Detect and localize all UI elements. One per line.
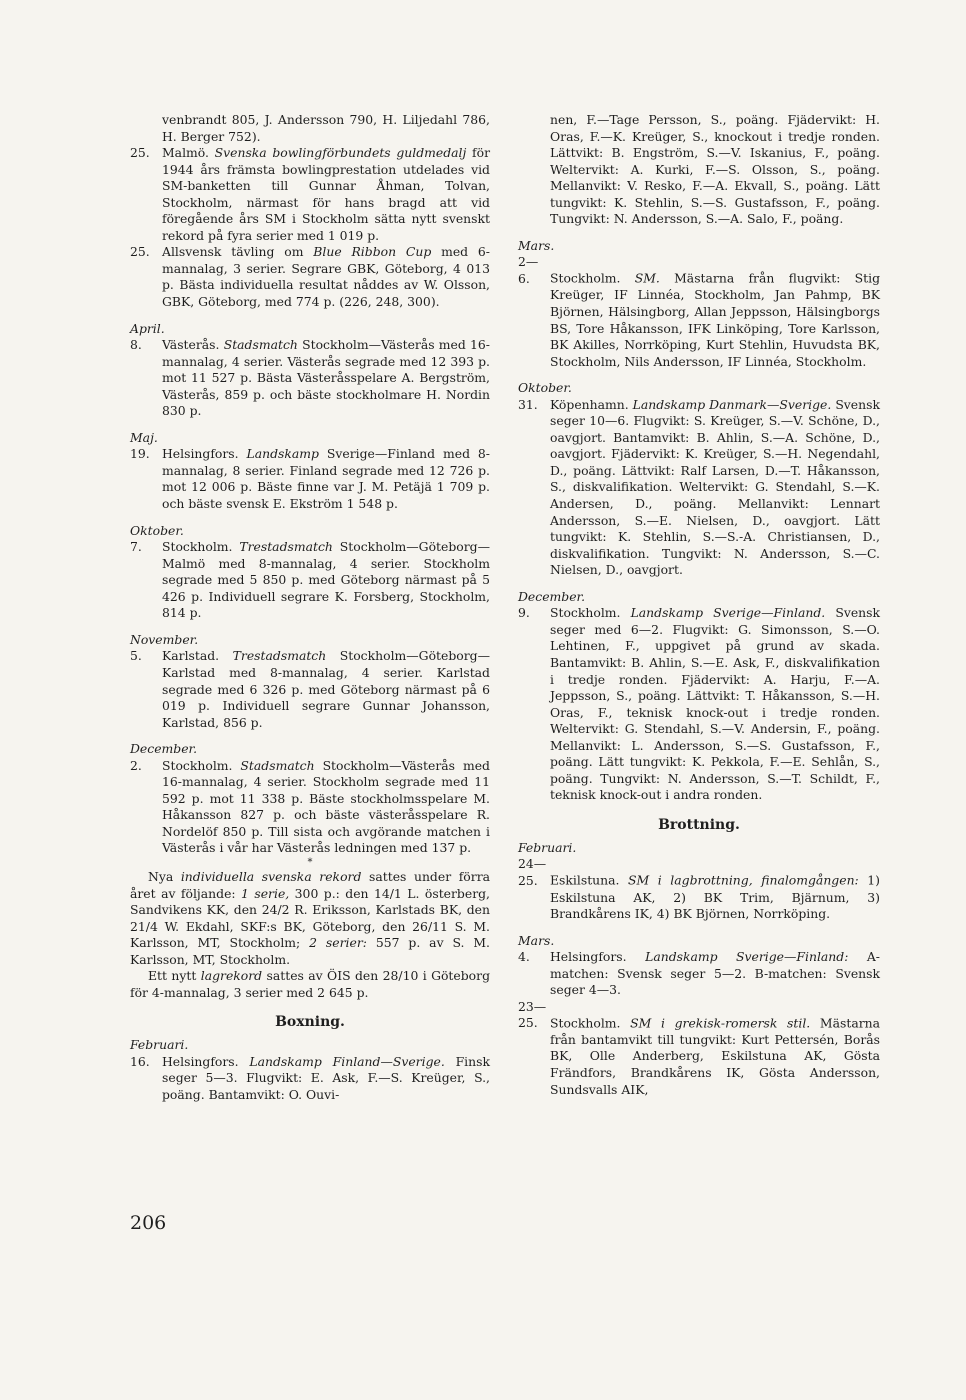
month-heading: December. — [518, 588, 586, 604]
entry-wrestling-1 — [518, 856, 880, 922]
entry-place: Helsingfors. — [162, 1053, 250, 1069]
entry-title: SM. — [634, 270, 660, 286]
month-heading: April. — [130, 320, 165, 336]
entry-title: Landskamp Sverige—Finland: — [645, 949, 849, 965]
text: Nya — [148, 868, 181, 884]
entry-boxing-4 — [518, 605, 880, 804]
entry-place: Stockholm. — [550, 605, 631, 621]
entry-boxing-1 — [130, 1054, 490, 1104]
month-heading: Maj. — [130, 429, 158, 445]
entry-date: 19. — [130, 446, 150, 462]
month-heading: December. — [130, 741, 198, 757]
month-heading: Mars. — [518, 237, 555, 253]
entry-place: Stockholm. — [550, 1015, 631, 1031]
entry-bowling-3 — [130, 337, 490, 420]
entry-text: Svensk seger 10—6. Flugvikt: S. Kreüger, S.—V. Schöne, D., oavgjort. Bantamvikt: B. Ahlin, S.—A. Schöne, D., oavgjort. Fjädervikt: K. Kreüger, S.—H. Negendahl, D., poäng. Lättvikt: Ralf Larsen, D.—T. Håkansson, S., diskvalifikation. Weltervikt: G. Stendahl, S.—K. Andersen, D., poäng. Mellanvikt: Lennart Andersson, S.—E. Nielsen, D., oavgjort. Lätt tungvikt: K. Stehlin, S.—S.-A. Christiansen, D., diskvalifikation. Tungvikt: N. Andersson, S.—C. Nielsen, D., oavgjort. — [550, 396, 880, 578]
text: sattes av ÖIS den 28/10 i Göteborg för 4-mannalag, 3 serier med 2 645 p. — [130, 968, 490, 1000]
entry-bowling-7 — [130, 758, 490, 857]
text-italic: individuella svenska rekord — [180, 868, 362, 884]
entry-date: 5. — [130, 648, 142, 664]
entry-continued: nen, F.—Tage Persson, S., poäng. Fjädervikt: H. Oras, F.—K. Kreüger, S., knockout i tredje ronden. Lättvikt: B. Engström, S.—V. Iskanius, F., poäng. Weltervikt: A. Kurki, F.—S. Olsson, S., poäng. Mellanvikt: V. Resko, F.—A. Ekvall, S., poäng. Lätt tungvikt: K. Stehlin, S.—S. Gustafsson, F., poäng. Tungvikt: N. Andersson, S.—A. Salo, F., poäng. — [550, 112, 880, 227]
entry-text: med 6-mannalag, 3 serier. Segrare GBK, Göteborg, 4 013 p. Bästa individuella resultat nåddes av W. Olsson, GBK, Göteborg, med 774 p. (226, 248, 300). — [162, 244, 490, 310]
entry-text: Finsk seger 5—3. Flugvikt: E. Ask, F.—S. Kreüger, S., poäng. Bantamvikt: O. Ouvi- — [162, 1053, 490, 1102]
entry-place: Eskilstuna. — [550, 872, 629, 888]
entry-title: Stadsmatch — [240, 757, 315, 773]
entry-place: Allsvensk tävling om — [162, 244, 314, 260]
text-italic: 2 serier: — [309, 935, 367, 951]
entry-text: för 1944 års främsta bowlingprestation utdelades vid SM-banketten till Gunnar Åhman, Tolvan, Stockholm, närmast för hans bragd att vid föregående års SM i Stockholm sätta nytt svenskt rekord på fyra serier med 1 019 p. — [162, 145, 490, 243]
month-heading: Mars. — [518, 932, 555, 948]
month-heading: November. — [130, 631, 199, 647]
section-heading-brottning: Brottning. — [658, 816, 740, 833]
entry-date: 8. — [130, 337, 142, 353]
entry-date: 2—6. — [518, 254, 539, 286]
entry-text: A-matchen: Svensk seger 5—2. B-matchen: Svensk seger 4—3. — [550, 949, 880, 998]
entry-place: Malmö. — [162, 145, 215, 161]
month-heading: Februari. — [130, 1037, 189, 1053]
entry-title: Landskamp Danmark—Sverige. — [632, 396, 832, 412]
entry-title: Stadsmatch — [223, 337, 298, 353]
entry-date: 31. — [518, 396, 538, 412]
entry-title: Blue Ribbon Cup — [313, 244, 432, 260]
entry-text: Stockholm—Göteborg—Karlstad med 8-mannalag, 4 serier. Karlstad segrade med 6 326 p. med Göteborg närmast på 6 019 p. Individuell segrare Gunnar Johansson, Karlstad, 856 p. — [162, 648, 490, 730]
entry-wrestling-3 — [518, 999, 880, 1098]
entry-place: Helsingfors. — [550, 949, 646, 965]
entry-title: Trestadsmatch — [232, 648, 327, 664]
entry-wrestling-2 — [518, 949, 880, 999]
entry-date: 7. — [130, 539, 142, 555]
entry-place: Stockholm. — [550, 270, 635, 286]
entry-text: Mästarna från flugvikt: Stig Kreüger, IF Linnéa, Stockholm, Jan Pahmp, BK Björnen, Hälsingborg, Allan Jeppsson, Hälsingborgs BS, Tore Håkansson, IFK Linköping, Tore Karlsson, BK Akilles, Norrköping, Kurt Stehlin, Huvudsta BK, Stockholm, Nils Andersson, IF Linnéa, Stockholm. — [550, 270, 881, 369]
entry-date: 25. — [130, 244, 150, 260]
entry-date: 25. — [130, 145, 150, 161]
text-italic: lagrekord — [200, 968, 263, 984]
entry-text: Stockholm—Västerås med 16-mannalag, 4 serier. Västerås segrade med 12 393 p. mot 11 527 p. Bästa Västeråsspelare A. Bergström, Västerås, 859 p. och bäste stockholmare H. Nordin 830 p. — [162, 337, 490, 419]
entry-date: 23—25. — [518, 998, 547, 1031]
entry-bowling-1 — [130, 145, 490, 244]
entry-text: Svensk seger med 6—2. Flugvikt: G. Simonsson, S.—O. Lehtinen, F., uppgivet på grund av skada. Bantamvikt: B. Ahlin, S.—E. Ask, F., diskvalifikation i tredje ronden. Fjädervikt: A. Harju, F.—A. Jeppsson, S., poäng. Lättvikt: T. Håkansson, S.—H. Oras, F., teknisk knock-out i tredje ronden. Weltervikt: G. Stendahl, S.—V. Andersin, F., poäng. Mellanvikt: L. Andersson, S.—S. Gustafsson, F., poäng. Lätt tungvikt: K. Pekkola, F.—E. Sehlån, S., poäng. Tungvikt: N. Andersson, S.—T. Schildt, F., teknisk knock-out i andra ronden. — [550, 605, 880, 803]
entry-text: 1) Eskilstuna AK, 2) BK Trim, Bjärnum, 3) Brandkårens IK, 4) BK Björnen, Norrköping. — [550, 872, 881, 922]
entry-title: Landskamp Sverige—Finland. — [630, 605, 826, 621]
entry-title: Landskamp Finland—Sverige. — [249, 1053, 445, 1069]
entry-bowling-4 — [130, 446, 490, 512]
section-heading-boxning: Boxning. — [275, 1014, 345, 1031]
left-column — [130, 112, 490, 1104]
entry-text: Sverige—Finland med 8-mannalag, 8 serier. Finland segrade med 12 726 p. mot 12 006 p. Bäste finne var J. M. Petäjä 1 709 p. och bäste svensk E. Ekström 1 548 p. — [162, 446, 490, 512]
entry-title: SM i lagbrottning, finalomgången: — [628, 872, 859, 888]
page-number: 206 — [130, 1212, 167, 1234]
text: 557 p. av S. M. Karlsson, MT, Stockholm. — [130, 935, 490, 967]
records-paragraph — [130, 869, 490, 968]
entry-title: Landskamp — [246, 446, 319, 462]
entry-place: Köpenhamn. — [550, 396, 633, 412]
entry-continued: venbrandt 805, J. Andersson 790, H. Liljedahl 786, H. Berger 752). — [162, 112, 490, 144]
entry-text: Mästarna från bantamvikt till tungvikt: Kurt Pettersén, Borås BK, Olle Anderberg, Eskilstuna AK, Gösta Frändfors, Brandkårens IK, Gösta Andersson, Sundsvalls AIK, — [550, 1015, 881, 1097]
entry-text: Stockholm—Västerås med 16-mannalag, 4 serier. Stockholm segrade med 11 592 p. mot 11 338 p. Bäste stockholmsspelare M. Håkansson 827 p. och bäste västeråsspelare R. Nordelöf 850 p. Till sista och avgörande matchen i Västerås i vår har Västerås ledningen med 137 p. — [162, 757, 490, 856]
month-heading: Oktober. — [130, 522, 184, 538]
separator-asterisk: * — [307, 856, 313, 868]
entry-boxing-3 — [518, 397, 880, 579]
entry-bowling-2 — [130, 244, 490, 310]
text: 300 p.: den 14/1 L. österberg, Sandvikens KK, den 24/2 R. Eriksson, Karlstads BK, den 21/4 W. Ekdahl, SKF:s BK, Göteborg, den 26/11 S. M. Karlsson, MT, Stockholm; — [130, 885, 490, 951]
text: sattes under förra året av följande: — [130, 868, 490, 901]
entry-bowling-5 — [130, 539, 490, 622]
team-record-paragraph — [130, 968, 490, 1001]
month-heading: Oktober. — [518, 380, 572, 396]
entry-date: 9. — [518, 605, 530, 621]
text: Ett nytt — [148, 968, 201, 984]
entry-place: Stockholm. — [162, 539, 240, 555]
right-column — [518, 112, 880, 1098]
entry-date: 2. — [130, 757, 142, 773]
entry-text: Stockholm—Göteborg—Malmö med 8-mannalag, 4 serier. Stockholm segrade med 5 850 p. med Göteborg närmast på 5 426 p. Individuell segrare K. Forsberg, Stockholm, 814 p. — [162, 539, 490, 621]
entry-bowling-6 — [130, 648, 490, 731]
entry-place: Stockholm. — [162, 757, 241, 773]
entry-date: 16. — [130, 1053, 150, 1069]
text-italic: 1 serie, — [241, 885, 290, 901]
entry-place: Karlstad. — [162, 648, 233, 664]
entry-place: Helsingfors. — [162, 446, 247, 462]
entry-boxing-2 — [518, 254, 880, 370]
entry-place: Västerås. — [162, 337, 224, 353]
month-heading: Februari. — [518, 839, 577, 855]
entry-date: 24—25. — [518, 856, 547, 888]
entry-title: SM i grekisk-romersk stil. — [630, 1015, 811, 1031]
entry-title: Svenska bowlingförbundets guldmedalj — [214, 145, 467, 161]
entry-date: 4. — [518, 949, 530, 965]
entry-title: Trestadsmatch — [239, 539, 333, 555]
